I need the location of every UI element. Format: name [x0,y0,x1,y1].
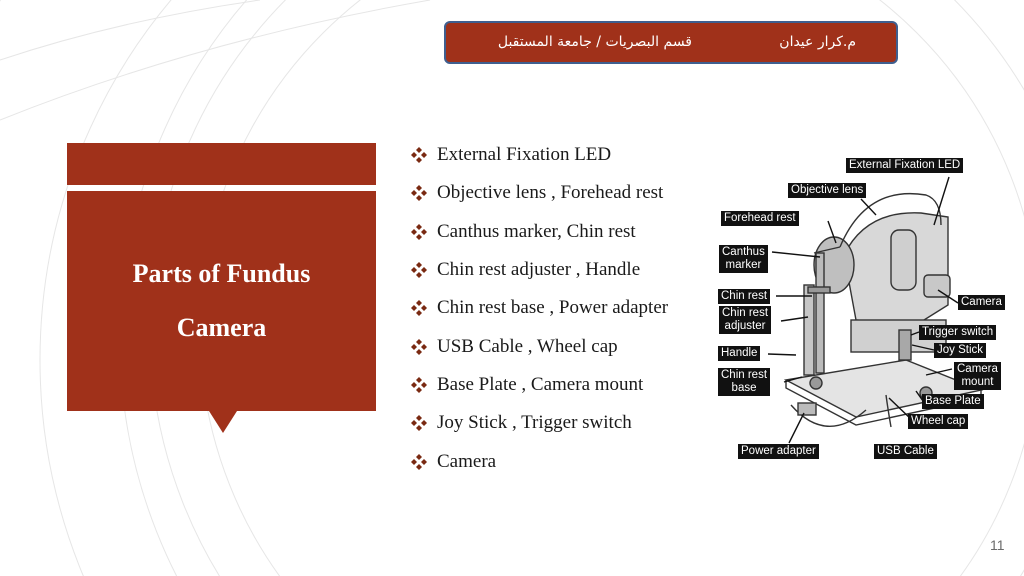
list-item [410,327,668,365]
label-camera: Camera [958,295,1005,310]
label-base-plate: Base Plate [922,394,984,409]
title-pointer-arrow [209,411,237,433]
header-banner [444,21,898,64]
list-item [410,289,668,327]
parts-bullet-list [410,136,668,481]
slide-title-box [67,191,376,411]
label-camera-mount-line-2: mount [961,376,994,388]
bullet-text: Camera [437,450,497,472]
label-canthus-marker-line-1: Canthus [722,246,765,258]
label-objective-lens: Objective lens [788,183,866,198]
label-external-fixation-led: External Fixation LED [846,158,963,173]
bullet-text: USB Cable , Wheel cap [437,335,618,357]
list-item [410,442,668,480]
slide-title-line-2: Camera [176,313,267,342]
label-joy-stick: Joy Stick [934,343,986,358]
list-item [410,174,668,212]
diamond-bullet-icon [410,338,428,356]
diamond-bullet-icon [410,146,428,164]
label-forehead-rest: Forehead rest [721,211,799,226]
list-item [410,136,668,174]
label-canthus-marker [719,245,768,273]
label-chin-rest-base-line-1: Chin rest [721,369,768,381]
header-department: قسم البصريات / جامعة المستقبل [497,34,692,50]
slide-title-line-1: Parts of Fundus [132,259,311,288]
list-item [410,213,668,251]
label-usb-cable: USB Cable [874,444,937,459]
label-chin-rest: Chin rest [718,289,770,304]
page-number: 11 [990,537,1005,553]
list-item [410,404,668,442]
diamond-bullet-icon [410,223,428,241]
bullet-text: External Fixation LED [437,144,612,166]
diamond-bullet-icon [410,453,428,471]
bullet-text: Canthus marker, Chin rest [437,220,636,242]
label-handle: Handle [718,346,760,361]
label-canthus-marker-line-2: marker [725,259,762,271]
label-chin-rest-base [718,368,770,396]
bullet-text: Base Plate , Camera mount [437,373,644,395]
bullet-text: Chin rest adjuster , Handle [437,259,641,281]
diamond-bullet-icon [410,184,428,202]
label-chin-rest-adjuster-line-2: adjuster [724,320,766,332]
bullet-text: Chin rest base , Power adapter [437,297,669,319]
bullet-text: Joy Stick , Trigger switch [437,412,632,434]
label-chin-rest-base-line-2: base [731,382,757,394]
label-chin-rest-adjuster [719,306,771,334]
label-camera-mount-line-1: Camera [957,363,998,375]
label-camera-mount [954,362,1001,390]
list-item [410,251,668,289]
label-power-adapter: Power adapter [738,444,819,459]
label-trigger-switch: Trigger switch [919,325,996,340]
list-item [410,366,668,404]
label-chin-rest-adjuster-line-1: Chin rest [722,307,769,319]
diamond-bullet-icon [410,261,428,279]
diamond-bullet-icon [410,376,428,394]
header-author: م.كرار عيدان [779,34,856,50]
bullet-text: Objective lens , Forehead rest [437,182,664,204]
title-accent-strip [67,143,376,185]
diamond-bullet-icon [410,299,428,317]
fundus-camera-diagram [716,155,1018,465]
diamond-bullet-icon [410,414,428,432]
label-wheel-cap: Wheel cap [908,414,968,429]
